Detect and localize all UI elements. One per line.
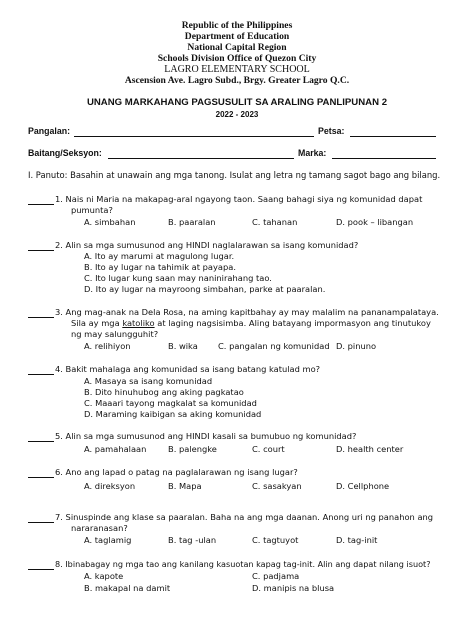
option-c: C. sasakyan [252, 481, 302, 491]
option-a: A. Masaya sa isang komunidad [84, 376, 213, 386]
header-department: Department of Education [184, 31, 290, 42]
option-d: D. tag-init [336, 535, 378, 545]
instructions: I. Panuto: Basahin at unawain ang mga tanong. Isulat ang letra ng tamang sagot bago ang bilang. [28, 170, 441, 180]
option-a: A. Ito ay marumi at magulong lugar. [84, 251, 235, 261]
header-school: LAGRO ELEMENTARY SCHOOL [164, 64, 310, 75]
option-d: D. Maraming kaibigan sa aking komunidad [84, 409, 262, 419]
option-c: C. pangalan ng komunidad [218, 341, 330, 351]
option-c: C. Ito lugar kung saan may naninirahang tao. [84, 273, 272, 283]
option-d: D. pook – libangan [336, 217, 414, 227]
answer-blank[interactable] [28, 441, 54, 442]
question-text: 3. Ang mag-anak na Dela Rosa, na aming kapitbahay ay may malalim na pananampalataya. [55, 307, 439, 317]
option-a: A. relihiyon [84, 341, 131, 351]
option-d: D. Cellphone [336, 481, 390, 491]
option-c: C. Maaari tayong magkalat sa komunidad [84, 398, 257, 408]
answer-blank[interactable] [28, 317, 54, 318]
header-address: Ascension Ave. Lagro Subd., Brgy. Greater Lagro Q.C. [124, 75, 350, 86]
option-d: D. pinuno [336, 341, 377, 351]
option-b: B. makapal na damit [84, 583, 171, 593]
exam-title: UNANG MARKAHANG PAGSUSULIT SA ARALING PANLIPUNAN 2 [86, 97, 388, 108]
header-republic: Republic of the Philippines [181, 20, 293, 31]
header-division: Schools Division Office of Quezon City [157, 53, 317, 64]
option-b: B. Ito ay lugar na tahimik at payapa. [84, 262, 236, 272]
exam-year: 2022 - 2023 [215, 110, 259, 119]
option-c: C. padjama [252, 571, 300, 581]
question-text: 6. Ano ang lapad o patag na paglalarawan ng isang lugar? [55, 467, 298, 477]
section-label: Baitang/Seksyon: [28, 148, 102, 158]
answer-blank[interactable] [28, 374, 54, 375]
option-b: B. palengke [168, 444, 217, 454]
name-label: Pangalan: [28, 126, 71, 136]
name-field[interactable] [74, 136, 314, 137]
option-c: C. tagtuyot [252, 535, 299, 545]
option-b: B. Dito hinuhubog ang aking pagkatao [84, 387, 244, 397]
question-text-part: at laging nagsisimba. Aling batayang impormasyon ang tinutukoy [154, 318, 431, 328]
header-region: National Capital Region [187, 42, 287, 53]
option-a: A. simbahan [84, 217, 136, 227]
section-field[interactable] [108, 158, 294, 159]
date-field[interactable] [350, 136, 436, 137]
option-d: D. manipis na blusa [252, 583, 335, 593]
option-a: A. taglamig [84, 535, 132, 545]
question-text: nararanasan? [71, 523, 128, 533]
answer-blank[interactable] [28, 250, 54, 251]
question-text: ng may salungguhit? [71, 329, 159, 339]
score-field[interactable] [332, 158, 436, 159]
option-a: A. pamahalaan [84, 444, 147, 454]
option-a: A. direksyon [84, 481, 136, 491]
answer-blank[interactable] [28, 477, 54, 478]
question-text: pumunta? [71, 205, 113, 215]
underlined-word: katoliko [122, 318, 155, 328]
answer-blank[interactable] [28, 204, 54, 205]
question-text: 8. Ibinabagay ng mga tao ang kanilang kasuotan kapag tag-init. Alin ang dapat nilang isuot? [55, 559, 431, 569]
question-text: 7. Sinuspinde ang klase sa paaralan. Baha na ang mga daanan. Anong uri ng panahon ang [55, 512, 434, 522]
option-a: A. kapote [84, 571, 124, 581]
option-b: B. tag -ulan [168, 535, 217, 545]
date-label: Petsa: [318, 126, 345, 136]
option-b: B. paaralan [168, 217, 216, 227]
question-text [71, 318, 431, 329]
option-c: C. court [252, 444, 285, 454]
question-text: 5. Alin sa mga sumusunod ang HINDI kasali sa bumubuo ng komunidad? [55, 431, 357, 441]
question-text: 2. Alin sa mga sumusunod ang HINDI naglalarawan sa isang komunidad? [55, 240, 359, 250]
option-c: C. tahanan [252, 217, 298, 227]
score-label: Marka: [298, 148, 327, 158]
question-text-part: Sila ay mga [71, 318, 123, 328]
option-d: D. Ito ay lugar na mayroong simbahan, parke at paaralan. [84, 284, 326, 294]
question-text: 1. Nais ni Maria na makapag-aral ngayong taon. Saang bahagi siya ng komunidad dapat [55, 194, 423, 204]
answer-blank[interactable] [28, 522, 54, 523]
option-b: B. Mapa [168, 481, 202, 491]
option-b: B. wika [168, 341, 198, 351]
answer-blank[interactable] [28, 569, 54, 570]
question-text: 4. Bakit mahalaga ang komunidad sa isang batang katulad mo? [55, 364, 321, 374]
option-d: D. health center [336, 444, 404, 454]
